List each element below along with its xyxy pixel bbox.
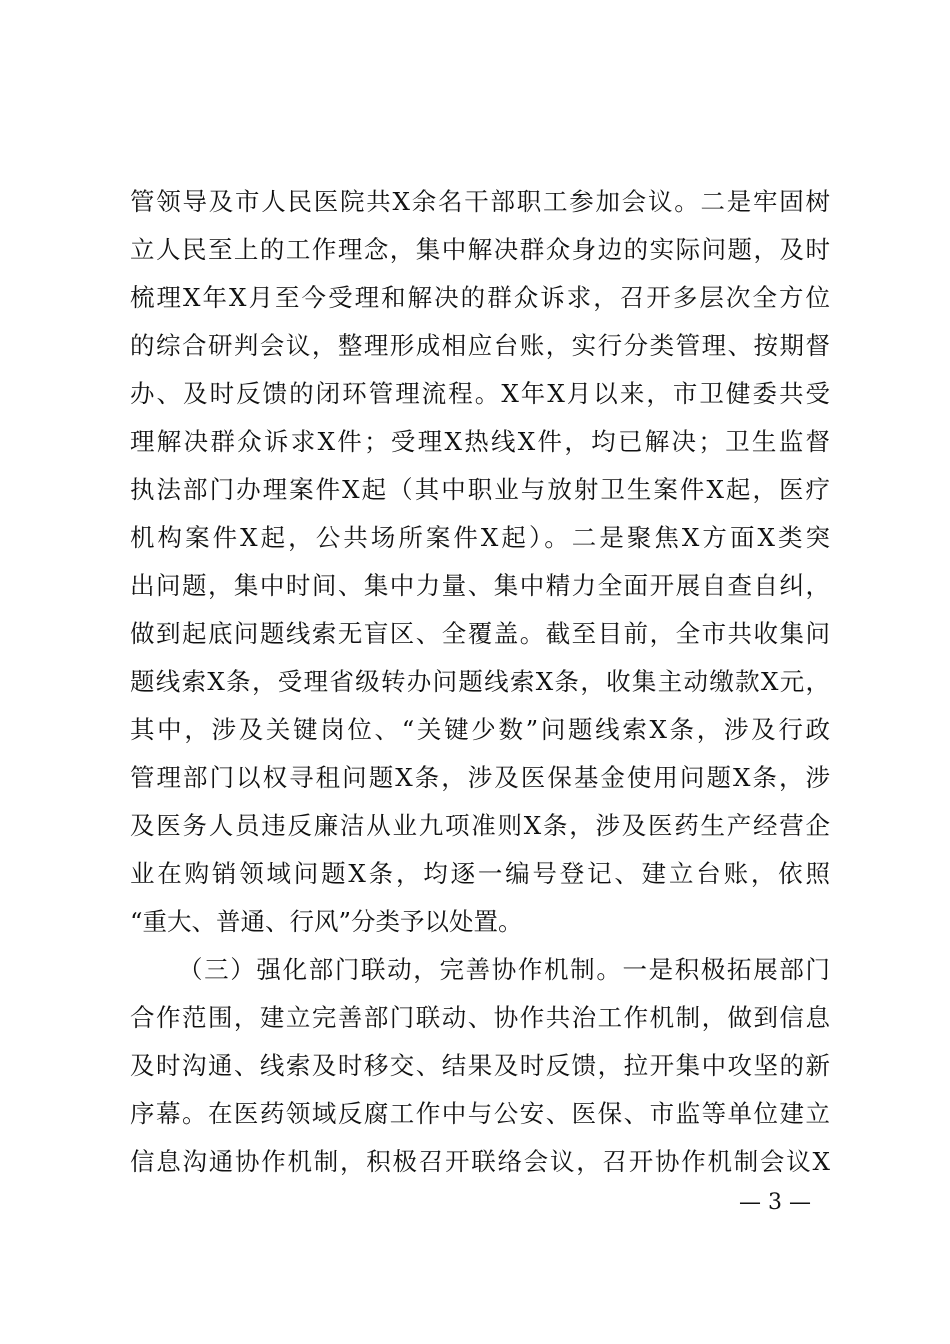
text-line: 序幕。在医药领域反腐工作中与公安、医保、市监等单位建立: [130, 1099, 830, 1128]
text-line: 执法部门办理案件X起（其中职业与放射卫生案件X起，医疗: [130, 475, 830, 504]
text-line: 出问题，集中时间、集中力量、集中精力全面开展自查自纠，: [130, 571, 830, 600]
text-line: 合作范围，建立完善部门联动、协作共治工作机制，做到信息: [130, 1003, 830, 1032]
text-line: 管理部门以权寻租问题X条，涉及医保基金使用问题X条，涉: [130, 763, 830, 792]
text-line: 梳理X年X月至今受理和解决的群众诉求，召开多层次全方位: [130, 283, 830, 312]
text-line: 立人民至上的工作理念，集中解决群众身边的实际问题，及时: [130, 235, 830, 264]
page-number: — 3 —: [739, 1190, 811, 1215]
text-line: 理解决群众诉求X件；受理X热线X件，均已解决；卫生监督: [130, 427, 830, 456]
text-line: 业在购销领域问题X条，均逐一编号登记、建立台账，依照: [130, 859, 830, 888]
text-line: 办、及时反馈的闭环管理流程。X年X月以来，市卫健委共受: [130, 379, 830, 408]
text-line: “重大、普通、行风”分类予以处置。: [130, 907, 523, 936]
section-heading-line: （三）强化部门联动，完善协作机制。一是积极拓展部门: [178, 955, 830, 984]
text-line: 其中，涉及关键岗位、“关键少数”问题线索X条，涉及行政: [130, 715, 830, 744]
text-line: 信息沟通协作机制，积极召开联络会议，召开协作机制会议X: [130, 1147, 830, 1176]
text-line: 的综合研判会议，整理形成相应台账，实行分类管理、按期督: [130, 331, 830, 360]
text-line: 及时沟通、线索及时移交、结果及时反馈，拉开集中攻坚的新: [130, 1051, 830, 1080]
text-line: 做到起底问题线索无盲区、全覆盖。截至目前，全市共收集问: [130, 619, 830, 648]
text-line: 管领导及市人民医院共X余名干部职工参加会议。二是牢固树: [130, 187, 830, 216]
text-line: 机构案件X起，公共场所案件X起）。二是聚焦X方面X类突: [130, 523, 830, 552]
text-line: 及医务人员违反廉洁从业九项准则X条，涉及医药生产经营企: [130, 811, 830, 840]
text-line: 题线索X条，受理省级转办问题线索X条，收集主动缴款X元，: [130, 667, 830, 696]
